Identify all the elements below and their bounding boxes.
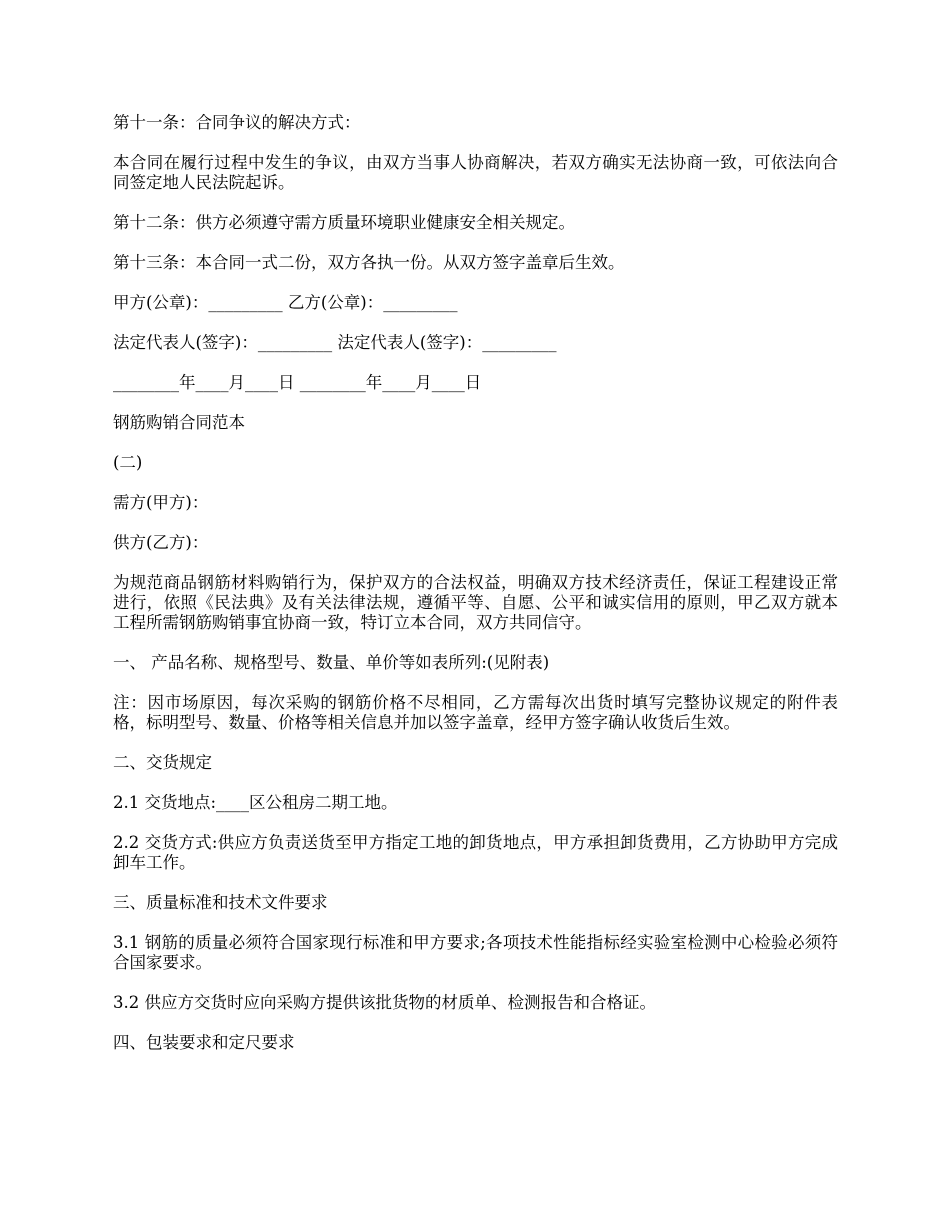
contract-number: (二) — [113, 453, 143, 472]
article-12: 第十二条：供方必须遵守需方质量环境职业健康安全相关规定。 — [113, 213, 575, 232]
clause-2-1: 2.1 交货地点:____区公租房二期工地。 — [113, 793, 398, 812]
seal-line: 甲方(公章)：_________ 乙方(公章)：_________ — [113, 293, 458, 312]
document-page — [113, 113, 838, 1073]
clause-3-2: 3.2 供应方交货时应向采购方提供该批货物的材质单、检测报告和合格证。 — [113, 993, 656, 1012]
article-11-heading: 第十一条：合同争议的解决方式： — [113, 113, 361, 132]
section-3-heading: 三、质量标准和技术文件要求 — [113, 893, 328, 912]
section-4-heading: 四、包装要求和定尺要求 — [113, 1033, 295, 1052]
buyer-line: 需方(甲方)： — [113, 493, 209, 512]
preamble: 为规范商品钢筋材料购销行为，保护双方的合法权益，明确双方技术经济责任，保证工程建设正常进行，依照《民法典》及有关法律法规，遵循平等、自愿、公平和诚实信用的原则，甲乙双方就本工程所需钢筋购销事宜协商一致，特订立本合同，双方共同信守。 — [113, 573, 838, 632]
signature-line: 法定代表人(签字)：_________ 法定代表人(签字)：_________ — [113, 333, 557, 352]
clause-2-2: 2.2 交货方式:供应方负责送货至甲方指定工地的卸货地点，甲方承担卸货费用，乙方协助甲方完成卸车工作。 — [113, 833, 838, 872]
article-11-body: 本合同在履行过程中发生的争议，由双方当事人协商解决，若双方确实无法协商一致，可依法向合同签定地人民法院起诉。 — [113, 153, 838, 192]
date-line: ________年____月____日 ________年____月____日 — [113, 373, 482, 392]
section-1-note: 注：因市场原因，每次采购的钢筋价格不尽相同，乙方需每次出货时填写完整协议规定的附件表格，标明型号、数量、价格等相关信息并加以签字盖章，经甲方签字确认收货后生效。 — [113, 693, 838, 732]
contract-title: 钢筋购销合同范本 — [113, 413, 245, 432]
article-13: 第十三条：本合同一式二份，双方各执一份。从双方签字盖章后生效。 — [113, 253, 625, 272]
supplier-line: 供方(乙方)： — [113, 533, 209, 552]
clause-3-1: 3.1 钢筋的质量必须符合国家现行标准和甲方要求;各项技术性能指标经实验室检测中心检验必须符合国家要求。 — [113, 933, 838, 972]
section-1-heading: 一、 产品名称、规格型号、数量、单价等如表所列:(见附表) — [113, 653, 550, 672]
section-2-heading: 二、交货规定 — [113, 753, 212, 772]
